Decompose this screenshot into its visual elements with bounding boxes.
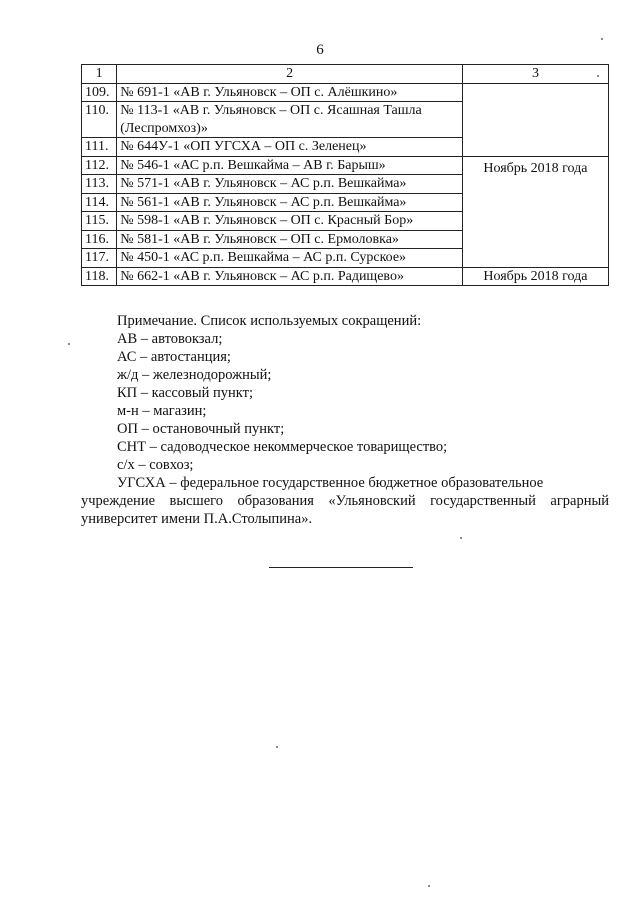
route-name: № 644У-1 «ОП УГСХА – ОП с. Зеленец» xyxy=(117,138,463,157)
abbreviation-item: м-н – магазин; xyxy=(117,403,207,419)
abbreviation-item-ugsha-line1: УГСХА – федеральное государственное бюджетное образовательное xyxy=(117,475,544,491)
row-number: 109. xyxy=(82,83,117,102)
row-number: 113. xyxy=(82,175,117,194)
route-name: № 561-1 «АВ г. Ульяновск – АС р.п. Вешкайма» xyxy=(117,193,463,212)
note-title: Примечание. Список используемых сокращений: xyxy=(117,313,422,329)
route-name: № 598-1 «АВ г. Ульяновск – ОП с. Красный Бор» xyxy=(117,212,463,231)
date-cell-empty xyxy=(462,83,608,156)
table-header-row xyxy=(82,65,609,84)
row-number: 110. xyxy=(82,102,117,138)
column-header-2: 2 xyxy=(117,65,463,84)
route-name: № 581-1 «АВ г. Ульяновск – ОП с. Ермоловка» xyxy=(117,230,463,249)
closing-divider-line xyxy=(269,567,413,568)
route-name: № 450-1 «АС р.п. Вешкайма – АС р.п. Сурское» xyxy=(117,249,463,268)
row-number: 118. xyxy=(82,267,117,286)
row-number: 115. xyxy=(82,212,117,231)
abbreviation-item: ж/д – железнодорожный; xyxy=(117,367,272,383)
row-number: 114. xyxy=(82,193,117,212)
scan-speck xyxy=(597,75,599,77)
scan-speck xyxy=(428,885,430,887)
row-number: 111. xyxy=(82,138,117,157)
abbreviations-note xyxy=(81,312,609,528)
route-name: № 571-1 «АВ г. Ульяновск – АС р.п. Вешкайма» xyxy=(117,175,463,194)
row-number: 117. xyxy=(82,249,117,268)
abbreviation-item-ugsha-continuation: учреждение высшего образования «Ульяновский государственный аграрный университет имени П.А.Столыпина». xyxy=(81,493,609,527)
page-number: 6 xyxy=(316,42,324,58)
abbreviation-item: ОП – остановочный пункт; xyxy=(117,421,285,437)
scan-speck xyxy=(460,537,462,539)
route-name: № 113-1 «АВ г. Ульяновск – ОП с. Ясашная Ташла (Леспромхоз)» xyxy=(117,102,463,138)
scan-speck xyxy=(601,38,603,40)
row-number: 116. xyxy=(82,230,117,249)
date-cell-november-2018: Ноябрь 2018 года xyxy=(462,156,608,267)
routes-table xyxy=(81,64,609,286)
table-row xyxy=(82,156,609,175)
abbreviation-item: АС – автостанция; xyxy=(117,349,231,365)
row-number: 112. xyxy=(82,156,117,175)
route-name: № 691-1 «АВ г. Ульяновск – ОП с. Алёшкино» xyxy=(117,83,463,102)
column-header-3: 3 xyxy=(462,65,608,84)
scan-speck xyxy=(276,746,278,748)
column-header-1: 1 xyxy=(82,65,117,84)
route-name: № 662-1 «АВ г. Ульяновск – АС р.п. Радищево» xyxy=(117,267,463,286)
abbreviation-item: АВ – автовокзал; xyxy=(117,331,223,347)
route-name: № 546-1 «АС р.п. Вешкайма – АВ г. Барыш» xyxy=(117,156,463,175)
table-row xyxy=(82,267,609,286)
date-cell-november-2018: Ноябрь 2018 года xyxy=(462,267,608,286)
abbreviation-item: СНТ – садоводческое некоммерческое товарищество; xyxy=(117,439,448,455)
table-row xyxy=(82,83,609,102)
abbreviation-item: КП – кассовый пункт; xyxy=(117,385,253,401)
scan-speck xyxy=(68,343,70,345)
abbreviation-item: с/х – совхоз; xyxy=(117,457,194,473)
